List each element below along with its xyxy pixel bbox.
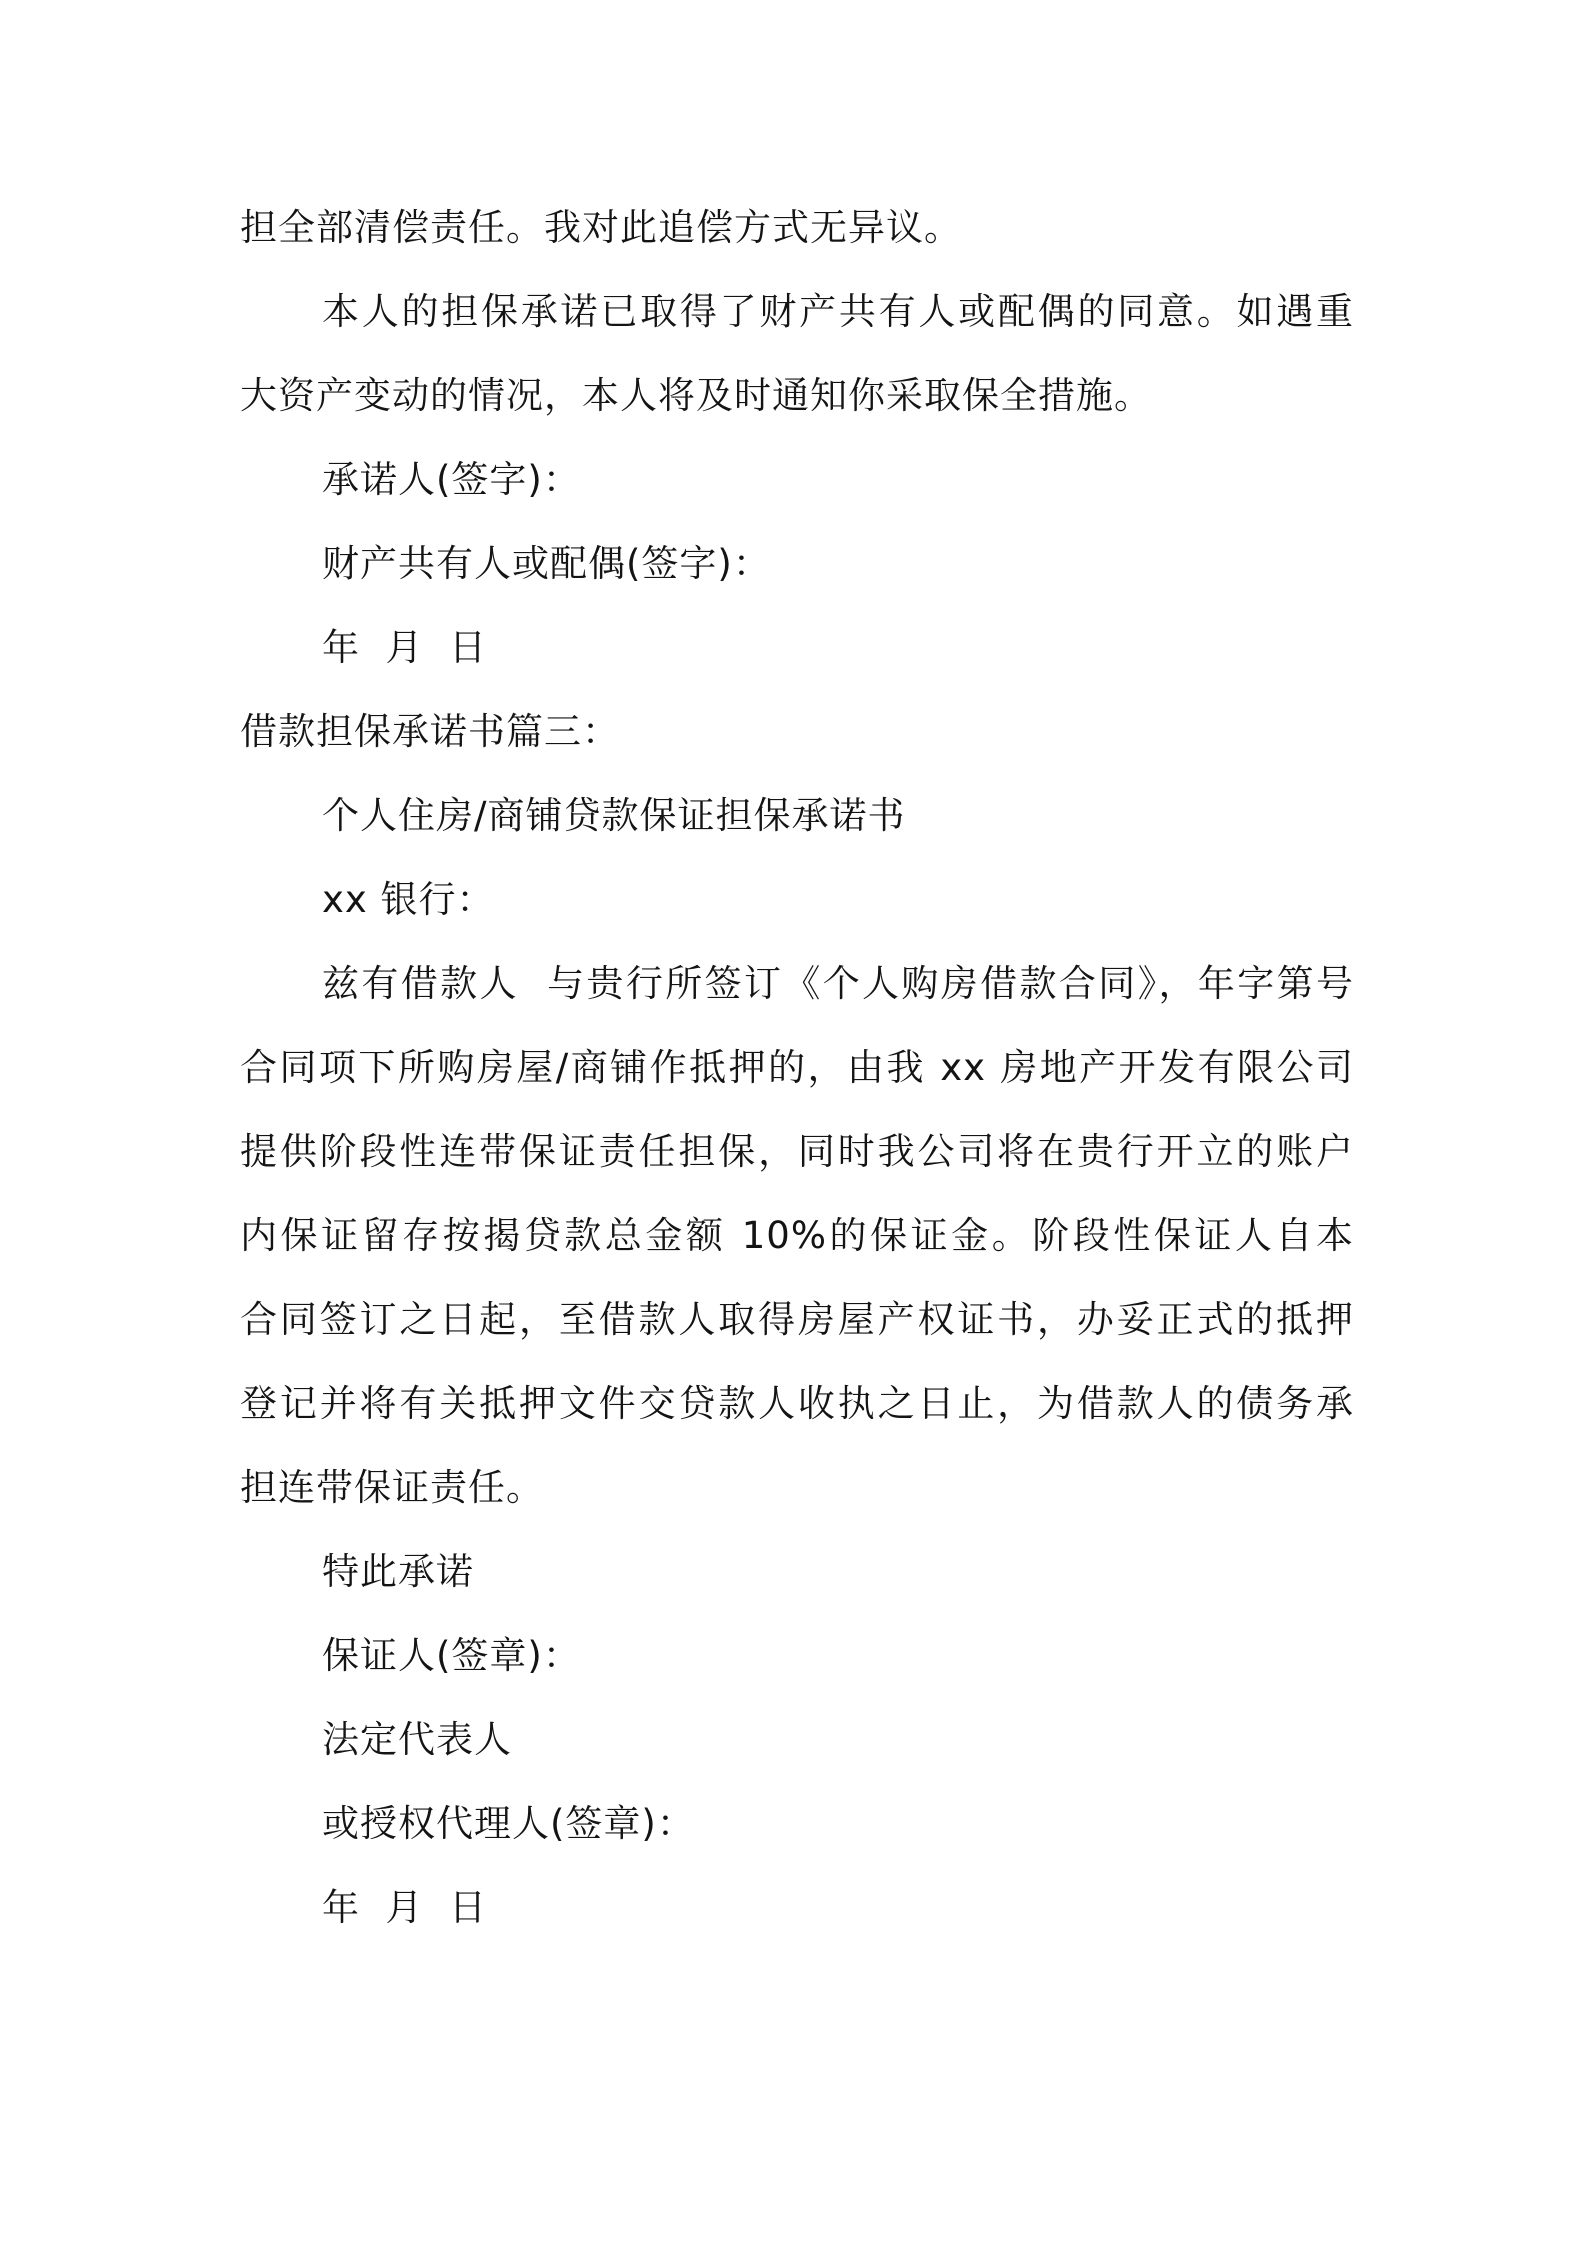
guarantor-signature-line: 保证人(签章)： xyxy=(322,1634,581,1677)
promisor-signature-line: 承诺人(签字)： xyxy=(322,458,581,501)
paragraph-line: 合同签订之日起，至借款人取得房屋产权证书，办妥正式的抵押 xyxy=(240,1298,1354,1341)
paragraph-line: 提供阶段性连带保证责任担保，同时我公司将在贵行开立的账户 xyxy=(240,1130,1354,1173)
date-line: 年 月 日 xyxy=(322,1886,488,1929)
paragraph-line: 担连带保证责任。 xyxy=(240,1466,544,1509)
co-owner-signature-line: 财产共有人或配偶(签字)： xyxy=(322,542,771,585)
paragraph-line: 登记并将有关抵押文件交贷款人收执之日止，为借款人的债务承 xyxy=(240,1382,1354,1425)
legal-representative-line: 法定代表人 xyxy=(322,1718,512,1761)
paragraph-line: 合同项下所购房屋/商铺作抵押的，由我 xx 房地产开发有限公司 xyxy=(240,1046,1354,1089)
paragraph-line: 本人的担保承诺已取得了财产共有人或配偶的同意。如遇重 xyxy=(322,290,1354,333)
paragraph-line: 担全部清偿责任。我对此追偿方式无异议。 xyxy=(240,206,962,249)
section-heading: 借款担保承诺书篇三： xyxy=(240,710,620,753)
date-line: 年 月 日 xyxy=(322,626,488,669)
closing-line: 特此承诺 xyxy=(322,1550,474,1593)
paragraph-line: 大资产变动的情况，本人将及时通知你采取保全措施。 xyxy=(240,374,1152,417)
paragraph-line: 兹有借款人 与贵行所签订《个人购房借款合同》，年字第号 xyxy=(322,962,1354,1005)
document-title: 个人住房/商铺贷款保证担保承诺书 xyxy=(322,794,906,837)
authorized-agent-signature-line: 或授权代理人(签章)： xyxy=(322,1802,695,1845)
addressee-line: xx 银行： xyxy=(322,878,495,921)
paragraph-line: 内保证留存按揭贷款总金额 10%的保证金。阶段性保证人自本 xyxy=(240,1214,1354,1257)
